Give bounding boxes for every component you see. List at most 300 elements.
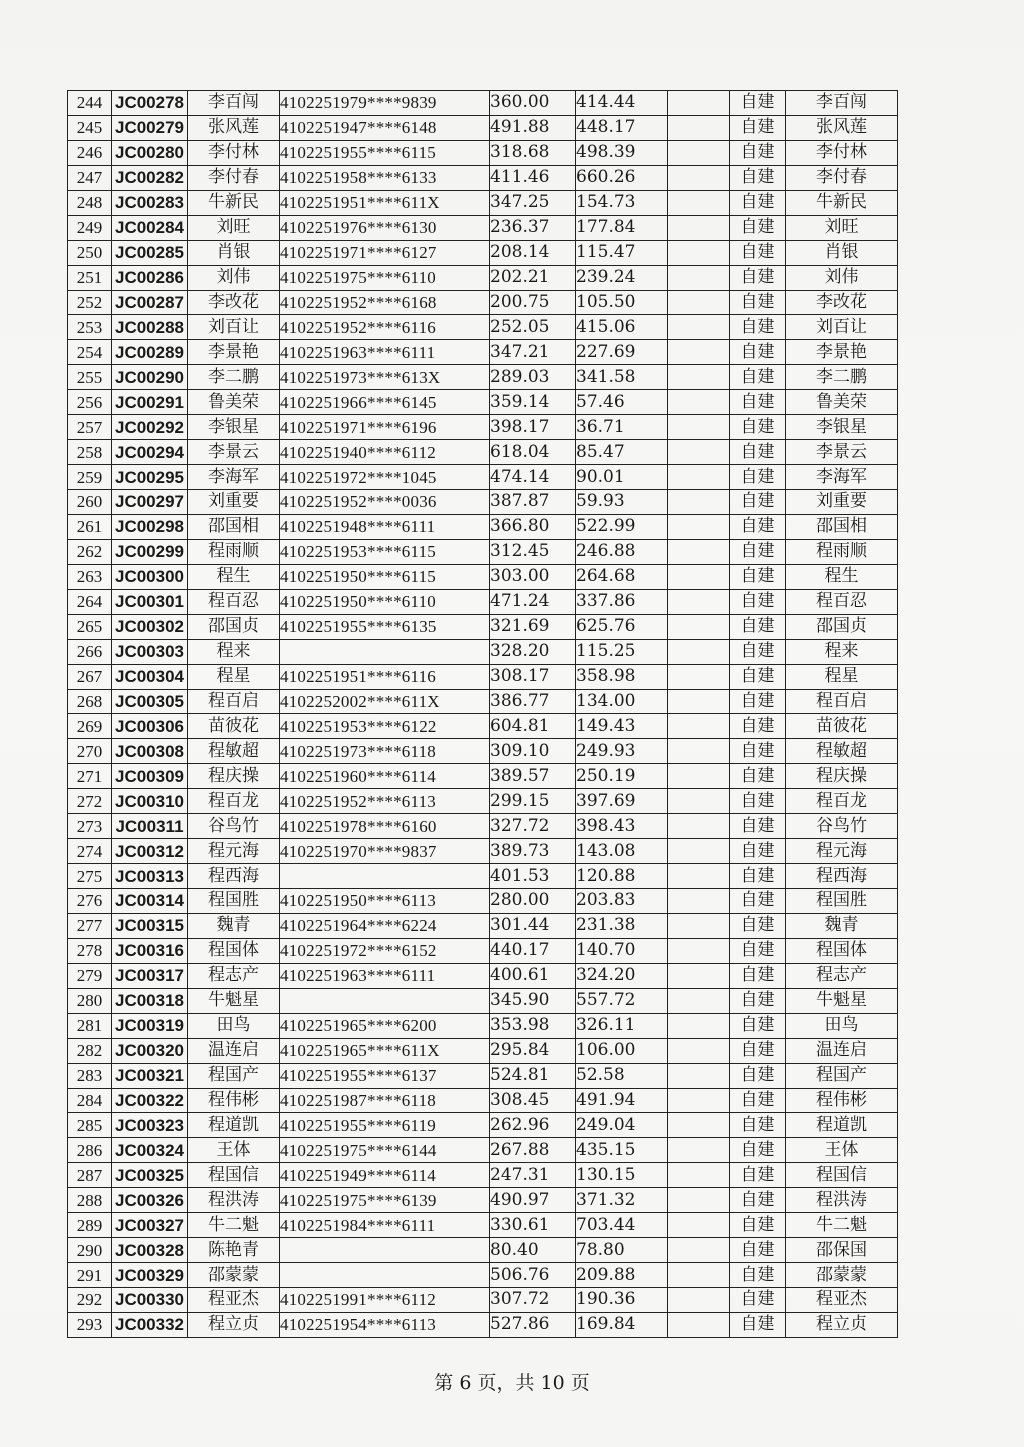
parcel-code: JC00294: [112, 440, 188, 465]
id-number: [280, 988, 490, 1013]
area-value-1: 295.84: [490, 1038, 576, 1063]
table-row: [68, 589, 898, 614]
area-value-1: 252.05: [490, 315, 576, 340]
holder-name: 李付春: [188, 165, 280, 190]
holder-name: 程国信: [188, 1163, 280, 1188]
blank-cell: [668, 1013, 730, 1038]
table-row: [68, 514, 898, 539]
table-row: [68, 240, 898, 265]
row-index: 283: [68, 1063, 112, 1088]
build-type: 自建: [730, 91, 786, 116]
row-index: 277: [68, 913, 112, 938]
parcel-code: JC00306: [112, 714, 188, 739]
table-row: [68, 814, 898, 839]
table-row: [68, 215, 898, 240]
blank-cell: [668, 1063, 730, 1088]
owner-name: 程伟彬: [786, 1088, 898, 1113]
holder-name: 刘伟: [188, 265, 280, 290]
area-value-1: 524.81: [490, 1063, 576, 1088]
holder-name: 张风莲: [188, 115, 280, 140]
build-type: 自建: [730, 1063, 786, 1088]
build-type: 自建: [730, 415, 786, 440]
parcel-code: JC00326: [112, 1188, 188, 1213]
area-value-1: 471.24: [490, 589, 576, 614]
holder-name: 程亚杰: [188, 1288, 280, 1313]
table-row: [68, 340, 898, 365]
build-type: 自建: [730, 864, 786, 889]
area-value-2: 227.69: [576, 340, 668, 365]
holder-name: 程国体: [188, 938, 280, 963]
registry-table: [67, 90, 898, 1338]
build-type: 自建: [730, 539, 786, 564]
parcel-code: JC00286: [112, 265, 188, 290]
holder-name: 李二鹏: [188, 365, 280, 390]
id-number: 4102251978****6160: [280, 814, 490, 839]
row-index: 267: [68, 664, 112, 689]
id-number: 4102251972****1045: [280, 465, 490, 490]
blank-cell: [668, 365, 730, 390]
row-index: 261: [68, 514, 112, 539]
blank-cell: [668, 1238, 730, 1263]
id-number: [280, 1238, 490, 1263]
owner-name: 李银星: [786, 415, 898, 440]
id-number: 4102251958****6133: [280, 165, 490, 190]
table-row: [68, 739, 898, 764]
parcel-code: JC00280: [112, 140, 188, 165]
area-value-2: 90.01: [576, 465, 668, 490]
blank-cell: [668, 215, 730, 240]
row-index: 245: [68, 115, 112, 140]
table-row: [68, 1288, 898, 1313]
blank-cell: [668, 165, 730, 190]
owner-name: 刘重要: [786, 490, 898, 515]
area-value-1: 267.88: [490, 1138, 576, 1163]
build-type: 自建: [730, 490, 786, 515]
blank-cell: [668, 689, 730, 714]
holder-name: 魏青: [188, 913, 280, 938]
area-value-1: 389.57: [490, 764, 576, 789]
parcel-code: JC00303: [112, 639, 188, 664]
owner-name: 程志产: [786, 963, 898, 988]
id-number: 4102251966****6145: [280, 390, 490, 415]
area-value-2: 557.72: [576, 988, 668, 1013]
owner-name: 程生: [786, 564, 898, 589]
area-value-1: 389.73: [490, 839, 576, 864]
area-value-1: 386.77: [490, 689, 576, 714]
table-row: [68, 889, 898, 914]
parcel-code: JC00287: [112, 290, 188, 315]
owner-name: 李改花: [786, 290, 898, 315]
owner-name: 邵蒙蒙: [786, 1263, 898, 1288]
area-value-1: 604.81: [490, 714, 576, 739]
area-value-2: 249.93: [576, 739, 668, 764]
owner-name: 程来: [786, 639, 898, 664]
area-value-2: 435.15: [576, 1138, 668, 1163]
table-row: [68, 315, 898, 340]
parcel-code: JC00311: [112, 814, 188, 839]
row-index: 258: [68, 440, 112, 465]
owner-name: 程百忍: [786, 589, 898, 614]
blank-cell: [668, 1038, 730, 1063]
holder-name: 李百闯: [188, 91, 280, 116]
table-row: [68, 165, 898, 190]
build-type: 自建: [730, 514, 786, 539]
owner-name: 张风莲: [786, 115, 898, 140]
area-value-1: 200.75: [490, 290, 576, 315]
build-type: 自建: [730, 1138, 786, 1163]
holder-name: 程星: [188, 664, 280, 689]
id-number: 4102251950****6113: [280, 889, 490, 914]
area-value-1: 366.80: [490, 514, 576, 539]
table-row: [68, 440, 898, 465]
parcel-code: JC00298: [112, 514, 188, 539]
owner-name: 程庆操: [786, 764, 898, 789]
holder-name: 刘重要: [188, 490, 280, 515]
row-index: 253: [68, 315, 112, 340]
blank-cell: [668, 913, 730, 938]
parcel-code: JC00312: [112, 839, 188, 864]
area-value-1: 411.46: [490, 165, 576, 190]
holder-name: 程生: [188, 564, 280, 589]
id-number: 4102251952****6168: [280, 290, 490, 315]
row-index: 266: [68, 639, 112, 664]
row-index: 250: [68, 240, 112, 265]
row-index: 254: [68, 340, 112, 365]
row-index: 262: [68, 539, 112, 564]
owner-name: 程西海: [786, 864, 898, 889]
table-row: [68, 689, 898, 714]
table-row: [68, 988, 898, 1013]
area-value-2: 448.17: [576, 115, 668, 140]
id-number: 4102251948****6111: [280, 514, 490, 539]
id-number: 4102251963****6111: [280, 963, 490, 988]
id-number: 4102252002****611X: [280, 689, 490, 714]
holder-name: 牛新民: [188, 190, 280, 215]
blank-cell: [668, 564, 730, 589]
build-type: 自建: [730, 1038, 786, 1063]
build-type: 自建: [730, 739, 786, 764]
id-number: 4102251973****6118: [280, 739, 490, 764]
area-value-1: 236.37: [490, 215, 576, 240]
row-index: 282: [68, 1038, 112, 1063]
id-number: 4102251955****6135: [280, 614, 490, 639]
owner-name: 魏青: [786, 913, 898, 938]
owner-name: 李百闯: [786, 91, 898, 116]
table-row: [68, 115, 898, 140]
owner-name: 程元海: [786, 839, 898, 864]
owner-name: 李付林: [786, 140, 898, 165]
build-type: 自建: [730, 564, 786, 589]
area-value-2: 52.58: [576, 1063, 668, 1088]
build-type: 自建: [730, 1113, 786, 1138]
blank-cell: [668, 1113, 730, 1138]
parcel-code: JC00278: [112, 91, 188, 116]
blank-cell: [668, 115, 730, 140]
parcel-code: JC00297: [112, 490, 188, 515]
area-value-2: 498.39: [576, 140, 668, 165]
table-row: [68, 1188, 898, 1213]
row-index: 291: [68, 1263, 112, 1288]
id-number: 4102251955****6115: [280, 140, 490, 165]
table-row: [68, 564, 898, 589]
parcel-code: JC00305: [112, 689, 188, 714]
owner-name: 程道凯: [786, 1113, 898, 1138]
id-number: 4102251987****6118: [280, 1088, 490, 1113]
owner-name: 程洪涛: [786, 1188, 898, 1213]
area-value-2: 414.44: [576, 91, 668, 116]
blank-cell: [668, 465, 730, 490]
row-index: 279: [68, 963, 112, 988]
id-number: 4102251955****6137: [280, 1063, 490, 1088]
parcel-code: JC00329: [112, 1263, 188, 1288]
id-number: 4102251965****611X: [280, 1038, 490, 1063]
holder-name: 程敏超: [188, 739, 280, 764]
table-row: [68, 913, 898, 938]
area-value-2: 239.24: [576, 265, 668, 290]
area-value-1: 202.21: [490, 265, 576, 290]
area-value-2: 522.99: [576, 514, 668, 539]
registry-table-body: [68, 91, 898, 1338]
owner-name: 苗彼花: [786, 714, 898, 739]
row-index: 260: [68, 490, 112, 515]
id-number: 4102251952****0036: [280, 490, 490, 515]
table-row: [68, 290, 898, 315]
area-value-2: 115.47: [576, 240, 668, 265]
row-index: 293: [68, 1312, 112, 1337]
table-row: [68, 390, 898, 415]
area-value-1: 400.61: [490, 963, 576, 988]
owner-name: 程国产: [786, 1063, 898, 1088]
area-value-2: 326.11: [576, 1013, 668, 1038]
holder-name: 李景艳: [188, 340, 280, 365]
area-value-1: 360.00: [490, 91, 576, 116]
blank-cell: [668, 539, 730, 564]
area-value-2: 85.47: [576, 440, 668, 465]
owner-name: 李景云: [786, 440, 898, 465]
parcel-code: JC00304: [112, 664, 188, 689]
parcel-code: JC00284: [112, 215, 188, 240]
parcel-code: JC00291: [112, 390, 188, 415]
holder-name: 牛魁星: [188, 988, 280, 1013]
build-type: 自建: [730, 614, 786, 639]
row-index: 287: [68, 1163, 112, 1188]
build-type: 自建: [730, 115, 786, 140]
row-index: 271: [68, 764, 112, 789]
blank-cell: [668, 415, 730, 440]
area-value-1: 262.96: [490, 1113, 576, 1138]
row-index: 272: [68, 789, 112, 814]
parcel-code: JC00295: [112, 465, 188, 490]
table-row: [68, 490, 898, 515]
area-value-2: 78.80: [576, 1238, 668, 1263]
id-number: 4102251971****6127: [280, 240, 490, 265]
parcel-code: JC00317: [112, 963, 188, 988]
build-type: 自建: [730, 390, 786, 415]
owner-name: 温连启: [786, 1038, 898, 1063]
parcel-code: JC00289: [112, 340, 188, 365]
area-value-1: 280.00: [490, 889, 576, 914]
holder-name: 刘旺: [188, 215, 280, 240]
row-index: 257: [68, 415, 112, 440]
area-value-2: 660.26: [576, 165, 668, 190]
id-number: 4102251976****6130: [280, 215, 490, 240]
blank-cell: [668, 290, 730, 315]
parcel-code: JC00310: [112, 789, 188, 814]
row-index: 286: [68, 1138, 112, 1163]
area-value-2: 106.00: [576, 1038, 668, 1063]
build-type: 自建: [730, 664, 786, 689]
build-type: 自建: [730, 1288, 786, 1313]
blank-cell: [668, 265, 730, 290]
holder-name: 程洪涛: [188, 1188, 280, 1213]
blank-cell: [668, 739, 730, 764]
blank-cell: [668, 1288, 730, 1313]
parcel-code: JC00330: [112, 1288, 188, 1313]
owner-name: 李海军: [786, 465, 898, 490]
table-row: [68, 864, 898, 889]
area-value-2: 190.36: [576, 1288, 668, 1313]
id-number: 4102251984****6111: [280, 1213, 490, 1238]
blank-cell: [668, 963, 730, 988]
holder-name: 田鸟: [188, 1013, 280, 1038]
area-value-2: 143.08: [576, 839, 668, 864]
blank-cell: [668, 340, 730, 365]
parcel-code: JC00302: [112, 614, 188, 639]
blank-cell: [668, 1188, 730, 1213]
blank-cell: [668, 91, 730, 116]
build-type: 自建: [730, 1013, 786, 1038]
holder-name: 李付林: [188, 140, 280, 165]
build-type: 自建: [730, 589, 786, 614]
blank-cell: [668, 938, 730, 963]
holder-name: 程元海: [188, 839, 280, 864]
row-index: 246: [68, 140, 112, 165]
holder-name: 邵国贞: [188, 614, 280, 639]
blank-cell: [668, 839, 730, 864]
build-type: 自建: [730, 1238, 786, 1263]
parcel-code: JC00292: [112, 415, 188, 440]
blank-cell: [668, 1163, 730, 1188]
area-value-2: 358.98: [576, 664, 668, 689]
build-type: 自建: [730, 689, 786, 714]
area-value-1: 80.40: [490, 1238, 576, 1263]
area-value-1: 208.14: [490, 240, 576, 265]
id-number: 4102251971****6196: [280, 415, 490, 440]
parcel-code: JC00325: [112, 1163, 188, 1188]
holder-name: 程志产: [188, 963, 280, 988]
build-type: 自建: [730, 1263, 786, 1288]
area-value-1: 401.53: [490, 864, 576, 889]
area-value-1: 347.25: [490, 190, 576, 215]
parcel-code: JC00320: [112, 1038, 188, 1063]
owner-name: 程敏超: [786, 739, 898, 764]
holder-name: 程百忍: [188, 589, 280, 614]
build-type: 自建: [730, 814, 786, 839]
area-value-1: 359.14: [490, 390, 576, 415]
row-index: 265: [68, 614, 112, 639]
owner-name: 牛魁星: [786, 988, 898, 1013]
blank-cell: [668, 1312, 730, 1337]
id-number: [280, 1263, 490, 1288]
area-value-2: 177.84: [576, 215, 668, 240]
row-index: 276: [68, 889, 112, 914]
table-row: [68, 365, 898, 390]
owner-name: 程亚杰: [786, 1288, 898, 1313]
area-value-2: 57.46: [576, 390, 668, 415]
area-value-2: 231.38: [576, 913, 668, 938]
holder-name: 邵蒙蒙: [188, 1263, 280, 1288]
id-number: 4102251952****6113: [280, 789, 490, 814]
holder-name: 肖银: [188, 240, 280, 265]
area-value-2: 371.32: [576, 1188, 668, 1213]
id-number: 4102251963****6111: [280, 340, 490, 365]
holder-name: 李改花: [188, 290, 280, 315]
area-value-2: 105.50: [576, 290, 668, 315]
holder-name: 陈艳青: [188, 1238, 280, 1263]
blank-cell: [668, 190, 730, 215]
id-number: 4102251965****6200: [280, 1013, 490, 1038]
build-type: 自建: [730, 165, 786, 190]
row-index: 281: [68, 1013, 112, 1038]
area-value-1: 308.17: [490, 664, 576, 689]
area-value-2: 130.15: [576, 1163, 668, 1188]
build-type: 自建: [730, 290, 786, 315]
area-value-1: 345.90: [490, 988, 576, 1013]
blank-cell: [668, 864, 730, 889]
parcel-code: JC00318: [112, 988, 188, 1013]
table-row: [68, 614, 898, 639]
owner-name: 李付春: [786, 165, 898, 190]
parcel-code: JC00301: [112, 589, 188, 614]
row-index: 263: [68, 564, 112, 589]
owner-name: 程百启: [786, 689, 898, 714]
table-row: [68, 539, 898, 564]
row-index: 270: [68, 739, 112, 764]
holder-name: 谷鸟竹: [188, 814, 280, 839]
build-type: 自建: [730, 1088, 786, 1113]
build-type: 自建: [730, 240, 786, 265]
table-row: [68, 1063, 898, 1088]
area-value-2: 246.88: [576, 539, 668, 564]
parcel-code: JC00288: [112, 315, 188, 340]
id-number: 4102251975****6110: [280, 265, 490, 290]
area-value-2: 169.84: [576, 1312, 668, 1337]
row-index: 275: [68, 864, 112, 889]
area-value-2: 415.06: [576, 315, 668, 340]
holder-name: 程来: [188, 639, 280, 664]
id-number: 4102251973****613X: [280, 365, 490, 390]
table-row: [68, 1138, 898, 1163]
parcel-code: JC00314: [112, 889, 188, 914]
owner-name: 谷鸟竹: [786, 814, 898, 839]
build-type: 自建: [730, 839, 786, 864]
area-value-2: 341.58: [576, 365, 668, 390]
area-value-2: 249.04: [576, 1113, 668, 1138]
holder-name: 刘百让: [188, 315, 280, 340]
blank-cell: [668, 889, 730, 914]
table-row: [68, 764, 898, 789]
holder-name: 程道凯: [188, 1113, 280, 1138]
row-index: 288: [68, 1188, 112, 1213]
id-number: 4102251953****6115: [280, 539, 490, 564]
table-row: [68, 1163, 898, 1188]
blank-cell: [668, 390, 730, 415]
blank-cell: [668, 814, 730, 839]
build-type: 自建: [730, 714, 786, 739]
table-row: [68, 789, 898, 814]
id-number: 4102251952****6116: [280, 315, 490, 340]
id-number: 4102251964****6224: [280, 913, 490, 938]
